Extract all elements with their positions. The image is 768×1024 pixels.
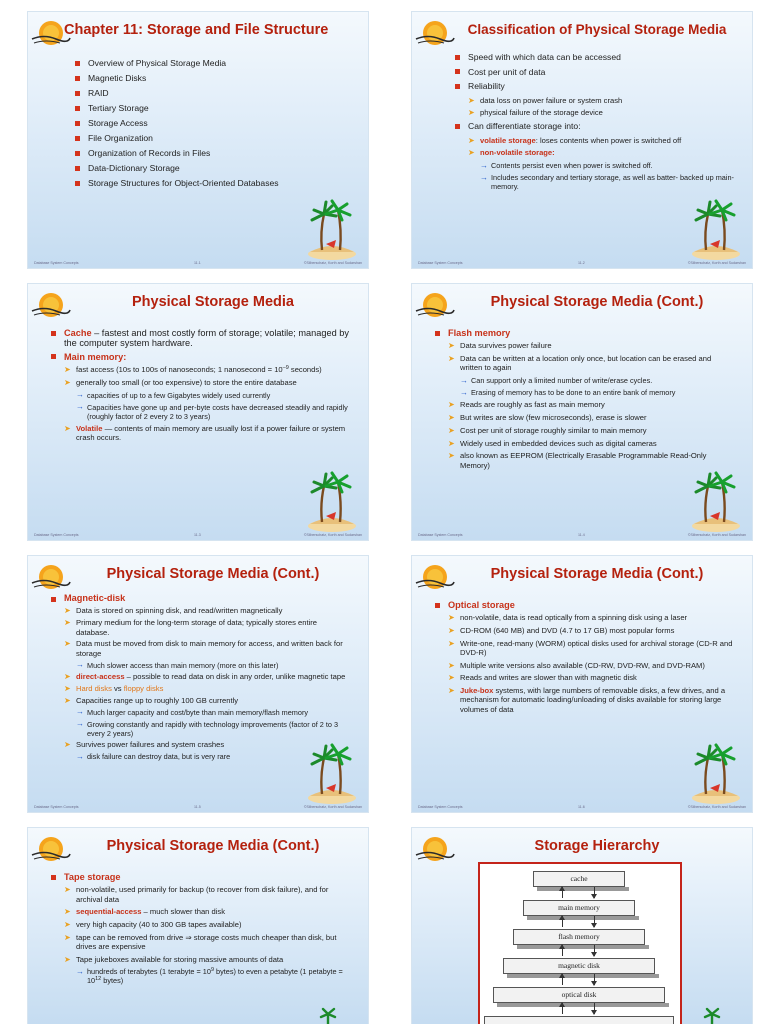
palm-leaf-icon <box>702 1006 722 1024</box>
term: floppy disks <box>123 684 164 694</box>
down-arrow <box>594 887 595 898</box>
up-arrow <box>562 1003 563 1014</box>
bullet: Reliability <box>454 81 734 91</box>
palm-island-icon <box>304 192 360 262</box>
slide-title: Physical Storage Media (Cont.) <box>490 294 704 310</box>
text: – fastest and most costly form of storage; volatile; managed by the computer system hardware. <box>64 328 349 349</box>
text: seconds) <box>288 365 322 375</box>
footer-authors: ©Silberschatz, Korth and Sudarshan <box>303 261 362 265</box>
bullet: Tape storage <box>50 872 350 882</box>
slide-4 <box>412 284 752 540</box>
footer-page: 11.2 <box>578 261 585 265</box>
sub-bullet: ➤ physical failure of the storage device <box>468 108 734 117</box>
sub-sub-bullet: → disk failure can destroy data, but is very rare <box>76 752 350 761</box>
bullet <box>50 328 350 349</box>
slide-title: Storage Hierarchy <box>534 838 660 854</box>
text: bytes) to even a petabyte (1 petabyte = 10 <box>87 967 343 986</box>
sub-bullet <box>448 686 734 714</box>
footer-book: Database System Concepts <box>34 533 79 537</box>
up-arrow <box>562 916 563 927</box>
slide-footer <box>418 801 746 809</box>
term: non-volatile storage <box>480 148 553 158</box>
text: hundreds of terabytes (1 terabyte = 10 <box>87 967 211 977</box>
exponent: –9 <box>282 365 289 372</box>
outline-item: Tertiary Storage <box>74 103 350 113</box>
sub-bullet: ➤ Data is stored on spinning disk, and read/written magnetically <box>64 606 350 615</box>
sub-sub-bullet: → Includes secondary and tertiary storage, as well as batter- backed up main-memory. <box>480 173 734 191</box>
slide-title: Physical Storage Media (Cont.) <box>106 838 320 854</box>
hierarchy-level-main-memory: main memory <box>523 900 635 916</box>
term: Cache <box>64 328 92 338</box>
slide-footer <box>34 801 362 809</box>
sub-bullet: ➤ Multiple write versions also available (CD-RW, DVD-RW, and DVD-RAM) <box>448 661 734 670</box>
sub-bullet: ➤ Tape jukeboxes available for storing massive amounts of data <box>64 955 350 964</box>
sub-sub-bullet: → Contents persist even when power is switched off. <box>480 161 734 170</box>
slide-content <box>434 600 734 717</box>
slide-footer <box>418 257 746 265</box>
footer-book: Database System Concepts <box>418 533 463 537</box>
footer-authors: ©Silberschatz, Korth and Sudarshan <box>687 533 746 537</box>
bullet: Magnetic-disk <box>50 594 350 603</box>
footer-page: 11.4 <box>578 533 585 537</box>
sub-bullet: ➤ generally too small (or too expensive) to store the entire database <box>64 378 350 387</box>
chapter-outline <box>74 58 350 193</box>
sub-bullet <box>64 907 350 916</box>
sub-bullet: ➤ Primary medium for the long-term storage of data; typically stores entire database. <box>64 618 350 637</box>
slide-title: Physical Storage Media (Cont.) <box>490 566 704 582</box>
bullet: Flash memory <box>434 328 734 338</box>
outline-item: Data-Dictionary Storage <box>74 163 350 173</box>
slide-1 <box>28 12 368 268</box>
sub-bullet: ➤ Data survives power failure <box>448 341 734 350</box>
down-arrow <box>594 1003 595 1014</box>
outline-item: Overview of Physical Storage Media <box>74 58 350 68</box>
footer-book: Database System Concepts <box>34 805 79 809</box>
sub-bullet <box>468 148 734 157</box>
sub-bullet: ➤ Capacities range up to roughly 100 GB currently <box>64 696 350 705</box>
footer-authors: ©Silberschatz, Korth and Sudarshan <box>303 533 362 537</box>
palm-island-icon <box>688 736 744 806</box>
slide-content <box>50 328 350 446</box>
slide-6 <box>412 556 752 812</box>
footer-authors: ©Silberschatz, Korth and Sudarshan <box>303 805 362 809</box>
footer-page: 11.1 <box>194 261 201 265</box>
text: bytes) <box>101 976 124 986</box>
slide-content <box>50 872 350 989</box>
slide-title: Chapter 11: Storage and File Structure <box>64 22 329 38</box>
sub-bullet: ➤ Reads and writes are slower than with magnetic disk <box>448 673 734 682</box>
footer-page: 11.5 <box>194 805 201 809</box>
down-arrow <box>594 945 595 956</box>
slide-title: Physical Storage Media (Cont.) <box>106 566 320 582</box>
exponent: 12 <box>95 976 102 983</box>
sub-bullet: ➤ Cost per unit of storage roughly similar to main memory <box>448 426 734 435</box>
up-arrow <box>562 974 563 985</box>
down-arrow <box>594 916 595 927</box>
slide-2 <box>412 12 752 268</box>
sub-sub-bullet: → Growing constantly and rapidly with technology improvements (factor of 2 to 3 every 2 years) <box>76 720 350 738</box>
outline-item: Storage Structures for Object-Oriented Databases <box>74 178 350 188</box>
outline-item: Organization of Records in Files <box>74 148 350 158</box>
palm-island-icon <box>688 464 744 534</box>
term: Volatile <box>76 423 103 433</box>
sub-bullet: ➤ non-volatile, used primarily for backup (to recover from disk failure), and for archival data <box>64 885 350 904</box>
sub-bullet: ➤ non-volatile, data is read optically from a spinning disk using a laser <box>448 613 734 622</box>
footer-book: Database System Concepts <box>418 805 463 809</box>
sub-sub-bullet: → Can support only a limited number of write/erase cycles. <box>460 376 734 385</box>
footer-page: 11.6 <box>578 805 585 809</box>
outline-item: Storage Access <box>74 118 350 128</box>
slide-7 <box>28 828 368 1024</box>
text: – much slower than disk <box>141 907 226 917</box>
term: Main memory <box>64 351 124 362</box>
footer-authors: ©Silberschatz, Korth and Sudarshan <box>687 261 746 265</box>
slide-content <box>454 52 734 195</box>
bullet <box>50 352 350 362</box>
sub-bullet: ➤ Widely used in embedded devices such as digital cameras <box>448 439 734 448</box>
bullet: Cost per unit of data <box>454 67 734 77</box>
bullet: Speed with which data can be accessed <box>454 52 734 62</box>
slide-footer <box>34 257 362 265</box>
up-arrow <box>562 887 563 898</box>
exponent: 9 <box>210 967 214 974</box>
palm-leaf-icon <box>318 1006 338 1024</box>
hierarchy-level-flash-memory: flash memory <box>513 929 645 945</box>
hierarchy-level-cache: cache <box>533 871 625 887</box>
sub-bullet <box>64 365 350 374</box>
sub-bullet: ➤ data loss on power failure or system crash <box>468 96 734 105</box>
term: sequential-access <box>76 907 142 917</box>
text: fast access (10s to 100s of nanoseconds; 1 nanosecond = 10 <box>76 365 283 375</box>
sub-sub-bullet: → Erasing of memory has to be done to an entire bank of memory <box>460 388 734 397</box>
text: systems, with large numbers of removable disks, a few drives, and a mechanism for automatic loading/unloading of disks available for storing large volumes of data <box>460 686 726 714</box>
term: Hard disks <box>76 684 112 694</box>
term: Juke-box <box>460 686 494 696</box>
sub-bullet: ➤ also known as EEPROM (Electrically Erasable Programmable Read-Only Memory) <box>448 451 734 470</box>
slide-5 <box>28 556 368 812</box>
footer-page: 11.3 <box>194 533 201 537</box>
outline-item: Magnetic Disks <box>74 73 350 83</box>
hierarchy-level-magnetic-disk: magnetic disk <box>503 958 655 974</box>
sub-bullet <box>64 424 350 443</box>
sub-sub-bullet: → Much slower access than main memory (more on this later) <box>76 661 350 670</box>
hierarchy-level-optical-disk: optical disk <box>493 987 665 1003</box>
sub-bullet: ➤ tape can be removed from drive ⇒ storage costs much cheaper than disk, but drives are expensive <box>64 933 350 952</box>
palm-island-icon <box>304 464 360 534</box>
sub-sub-bullet <box>76 967 350 985</box>
footer-authors: ©Silberschatz, Korth and Sudarshan <box>687 805 746 809</box>
sub-bullet: ➤ But writes are slow (few microseconds), erase is slower <box>448 413 734 422</box>
down-arrow <box>594 974 595 985</box>
sub-bullet: ➤ Data must be moved from disk to main memory for access, and written back for storage <box>64 639 350 658</box>
sub-sub-bullet: → capacities of up to a few Gigabytes widely used currently <box>76 391 350 400</box>
sub-bullet <box>468 136 734 145</box>
sub-bullet <box>64 672 350 681</box>
slide-title: Classification of Physical Storage Media <box>467 22 727 37</box>
outline-item: RAID <box>74 88 350 98</box>
up-arrow <box>562 945 563 956</box>
footer-book: Database System Concepts <box>34 261 79 265</box>
palm-island-icon <box>304 736 360 806</box>
hierarchy-level-next <box>484 1016 674 1024</box>
text: — contents of main memory are usually lost if a power failure or system crash occurs. <box>76 423 346 443</box>
slide-content <box>434 328 734 473</box>
term: direct-access <box>76 672 125 682</box>
sub-bullet <box>64 684 350 693</box>
sub-bullet: ➤ Reads are roughly as fast as main memory <box>448 400 734 409</box>
sub-bullet: ➤ Survives power failures and system crashes <box>64 740 350 749</box>
sub-sub-bullet: → Much larger capacity and cost/byte than main memory/flash memory <box>76 708 350 717</box>
text: vs <box>111 684 124 694</box>
sub-bullet: ➤ Data can be written at a location only once, but location can be erased and written to again <box>448 354 734 373</box>
bullet: Can differentiate storage into: <box>454 121 734 131</box>
slide-8 <box>412 828 752 1024</box>
bullet: Optical storage <box>434 600 734 610</box>
text: – possible to read data on disk in any order, unlike magnetic tape <box>124 672 346 682</box>
colon: : <box>123 351 127 362</box>
sub-bullet: ➤ very high capacity (40 to 300 GB tapes available) <box>64 920 350 929</box>
sub-bullet: ➤ Write-one, read-many (WORM) optical disks used for archival storage (CD-R and DVD-R) <box>448 639 734 658</box>
slide-title: Physical Storage Media <box>132 294 294 310</box>
text: : loses contents when power is switched off <box>535 135 682 145</box>
term: volatile storage <box>480 135 536 145</box>
footer-book: Database System Concepts <box>418 261 463 265</box>
sub-bullet: ➤ CD-ROM (640 MB) and DVD (4.7 to 17 GB) most popular forms <box>448 626 734 635</box>
slide-footer <box>34 529 362 537</box>
outline-item: File Organization <box>74 133 350 143</box>
slide-3 <box>28 284 368 540</box>
storage-hierarchy-diagram <box>478 862 682 1024</box>
sub-sub-bullet: → Capacities have gone up and per-byte costs have decreased steadily and rapidly (roughly factor of 2 every 2 to 3 years) <box>76 403 350 421</box>
colon: : <box>552 148 555 158</box>
palm-island-icon <box>688 192 744 262</box>
slide-footer <box>418 529 746 537</box>
